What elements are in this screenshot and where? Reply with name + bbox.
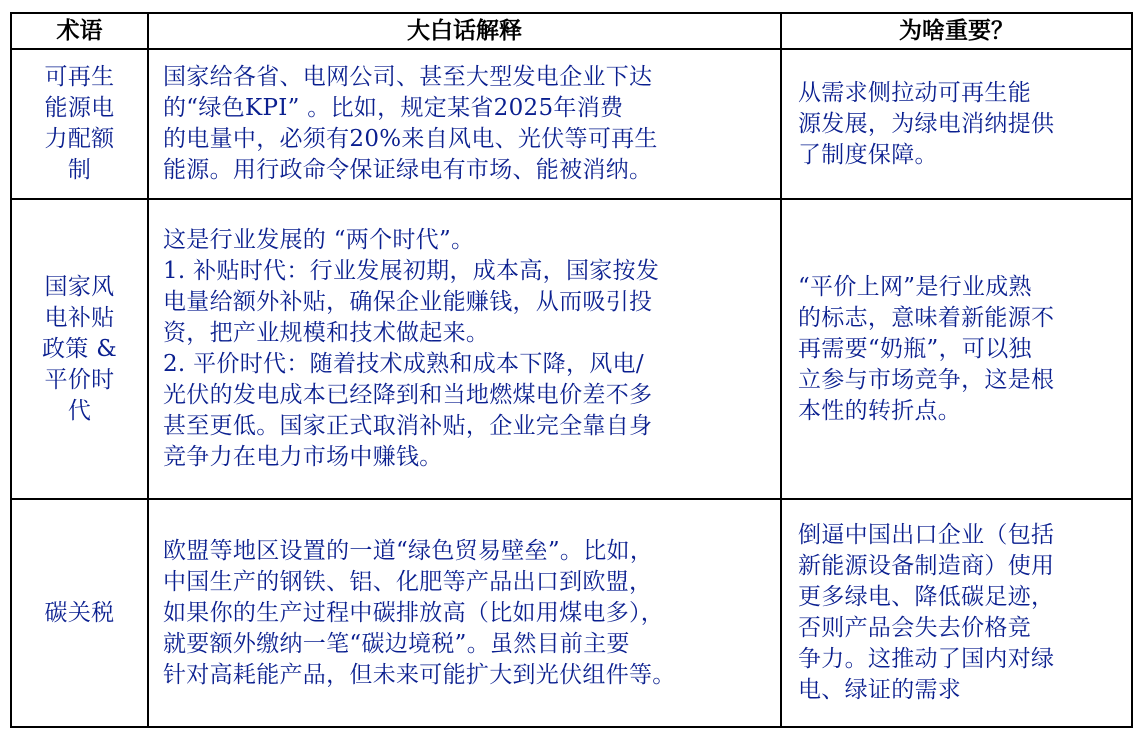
why-line: 了制度保障。: [798, 141, 938, 168]
why-line: 再需要“奶瓶”，可以独: [798, 335, 1032, 362]
explain-line: 这是行业发展的 “两个时代”。: [163, 227, 475, 253]
term-line: 力配额: [44, 126, 115, 152]
glossary-table-container: [10, 12, 1131, 728]
explain-line: 1. 补贴时代：行业发展初期，成本高，国家按发: [163, 258, 660, 284]
glossary-table: [10, 12, 1133, 728]
term-line: 平价时: [44, 366, 115, 393]
term-line: 能源电: [44, 95, 115, 121]
term-line: 国家风: [44, 273, 115, 300]
why-line: 本性的转折点。: [798, 397, 962, 424]
why-line: 争力。这推动了国内对绿: [798, 646, 1055, 672]
header-row: [11, 13, 1132, 49]
explain-line: 2. 平价时代：随着技术成熟和成本下降，风电/: [163, 351, 644, 377]
explain-line: 就要额外缴纳一笔“碳边境税”。虽然目前主要: [163, 630, 630, 657]
term-cell: [11, 49, 148, 199]
explain-line: 竞争力在电力市场中赚钱。: [163, 444, 443, 470]
term-line: 可再生: [44, 64, 115, 90]
explain-line: 甚至更低。国家正式取消补贴，企业完全靠自身: [163, 413, 653, 439]
explain-line: 光伏的发电成本已经降到和当地燃煤电价差不多: [163, 382, 653, 408]
term-line: 政策 &: [42, 335, 117, 362]
term-line: 碳关税: [44, 599, 115, 626]
header-term: 术语: [11, 13, 148, 49]
why-line: 从需求侧拉动可再生能: [798, 79, 1031, 106]
explain-cell: [148, 499, 781, 727]
why-line: 的标志，意味着新能源不: [798, 304, 1055, 331]
explain-line: 国家给各省、电网公司、甚至大型发电企业下达: [163, 64, 653, 90]
explain-line: 能源。用行政命令保证绿电有市场、能被消纳。: [163, 157, 653, 183]
explain-line: 的电量中，必须有20%来自风电、光伏等可再生: [163, 126, 658, 152]
table-row: [11, 199, 1132, 499]
explain-line: 资，把产业规模和技术做起来。: [163, 320, 490, 346]
term-line: 制: [67, 157, 92, 183]
explain-line: 的“绿色KPI” 。比如，规定某省2025年消费: [163, 95, 624, 121]
why-line: “平价上网”是行业成熟: [798, 273, 1032, 300]
term-cell: [11, 199, 148, 499]
explain-line: 如果你的生产过程中碳排放高（比如用煤电多），: [163, 599, 665, 626]
term-line: 电补贴: [44, 304, 115, 331]
why-line: 否则产品会失去价格竞: [798, 615, 1031, 641]
why-line: 更多绿电、降低碳足迹，: [798, 584, 1055, 610]
table-row: [11, 49, 1132, 199]
why-line: 倒逼中国出口企业（包括: [798, 522, 1055, 548]
explain-line: 中国生产的钢铁、铝、化肥等产品出口到欧盟，: [163, 568, 653, 595]
why-cell: [781, 199, 1132, 499]
why-cell: [781, 499, 1132, 727]
explain-line: 电量给额外补贴，确保企业能赚钱，从而吸引投: [163, 289, 653, 315]
why-line: 新能源设备制造商）使用: [798, 553, 1055, 579]
explain-line: 欧盟等地区设置的一道“绿色贸易壁垒”。比如，: [163, 537, 654, 564]
why-line: 立参与市场竞争，这是根: [798, 366, 1055, 393]
explain-line: 针对高耗能产品，但未来可能扩大到光伏组件等。: [163, 661, 676, 688]
why-line: 源发展，为绿电消纳提供: [798, 110, 1055, 137]
why-cell: [781, 49, 1132, 199]
header-explain: 大白话解释: [148, 13, 781, 49]
header-why: 为啥重要？: [781, 13, 1132, 49]
explain-cell: [148, 199, 781, 499]
explain-cell: [148, 49, 781, 199]
why-line: 电、绿证的需求: [798, 677, 962, 703]
table-row: [11, 499, 1132, 727]
term-cell: [11, 499, 148, 727]
term-line: 代: [67, 397, 92, 424]
